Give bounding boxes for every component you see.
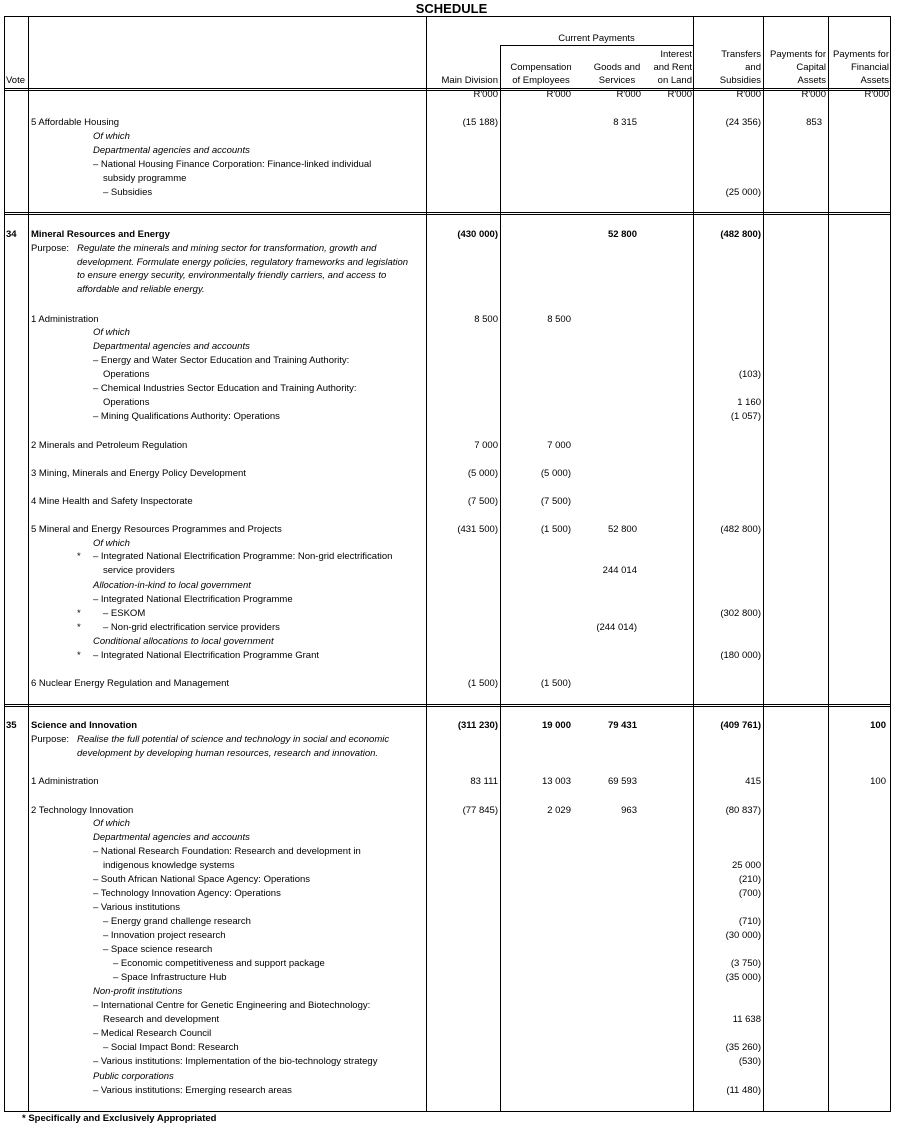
amount-cell: (15 188) (462, 117, 498, 128)
amount-cell: 52 800 (607, 524, 637, 535)
amount-cell: 83 111 (470, 776, 498, 787)
amount-cell: 79 431 (607, 720, 637, 731)
amount-cell: (210) (738, 874, 761, 885)
row-description: – Subsidies (103, 187, 153, 198)
header-transfers-3: Subsidies (719, 75, 761, 86)
table-border-bottom (4, 1111, 891, 1112)
table-border-right (890, 16, 891, 1112)
amount-cell: (1 500) (540, 524, 571, 535)
amount-cell: 8 500 (547, 314, 571, 325)
amount-cell: 100 (870, 720, 886, 731)
amount-cell: 8 500 (474, 314, 498, 325)
header-current-payments: Current Payments (558, 33, 635, 44)
col-divider (763, 16, 764, 1112)
row-description: – International Centre for Genetic Engineering and Biotechnology: (93, 1000, 371, 1011)
row-description: – Mining Qualifications Authority: Operations (93, 411, 280, 422)
amount-cell: (530) (738, 1056, 761, 1067)
appropriation-marker: * (77, 551, 81, 562)
amount-cell: (1 500) (467, 678, 498, 689)
appropriation-marker: * (77, 608, 81, 619)
amount-cell: 8 315 (613, 117, 637, 128)
amount-cell: (409 761) (720, 720, 761, 731)
row-description: Non-profit institutions (93, 986, 183, 997)
row-description: 6 Nuclear Energy Regulation and Management (31, 678, 230, 689)
row-description: indigenous knowledge systems (103, 860, 235, 871)
row-description: 5 Mineral and Energy Resources Programmes and Projects (31, 524, 282, 535)
row-description: – Non-grid electrification service providers (103, 622, 280, 633)
purpose-label: Purpose: (31, 734, 70, 745)
amount-cell: (103) (738, 369, 761, 380)
row-description: 4 Mine Health and Safety Inspectorate (31, 496, 193, 507)
amount-cell: 19 000 (541, 720, 571, 731)
row-description: – Energy grand challenge research (103, 916, 251, 927)
row-description: 1 Administration (31, 314, 99, 325)
header-subdivider (500, 45, 693, 46)
amount-cell: 2 029 (547, 805, 571, 816)
header-capital-1: Payments for (770, 49, 826, 60)
row-description: Departmental agencies and accounts (93, 341, 250, 352)
col-divider (426, 16, 427, 1112)
amount-cell: 853 (806, 117, 822, 128)
row-description: – Medical Research Council (93, 1028, 212, 1039)
section-rule (4, 704, 891, 705)
section-rule (4, 214, 891, 215)
amount-cell: (3 750) (730, 958, 761, 969)
table-border-top (4, 16, 891, 17)
row-description: – Social Impact Bond: Research (103, 1042, 239, 1053)
row-description: – National Housing Finance Corporation: Finance-linked individual (93, 159, 372, 170)
table-border-left (4, 16, 5, 1112)
amount-cell: (5 000) (467, 468, 498, 479)
unit-label: R'000 (546, 89, 571, 100)
row-description: Departmental agencies and accounts (93, 832, 250, 843)
amount-cell: (244 014) (596, 622, 637, 633)
amount-cell: (35 260) (725, 1042, 761, 1053)
amount-cell: (5 000) (540, 468, 571, 479)
header-vote: Vote (6, 75, 26, 86)
row-description: – Various institutions (93, 902, 180, 913)
amount-cell: (482 800) (720, 524, 761, 535)
amount-cell: 11 638 (732, 1014, 761, 1025)
row-description: Departmental agencies and accounts (93, 145, 250, 156)
amount-cell: (302 800) (720, 608, 761, 619)
col-divider (828, 16, 829, 1112)
row-description: Conditional allocations to local government (93, 636, 274, 647)
header-interest-3: on Land (657, 75, 692, 86)
amount-cell: (1 500) (540, 678, 571, 689)
row-description: Public corporations (93, 1071, 174, 1082)
amount-cell: (25 000) (725, 187, 761, 198)
amount-cell: (11 480) (726, 1085, 761, 1096)
unit-label: R'000 (736, 89, 761, 100)
header-capital-2: Capital (796, 62, 826, 73)
amount-cell: (7 500) (467, 496, 498, 507)
row-description: 5 Affordable Housing (31, 117, 120, 128)
row-description: – Integrated National Electrification Programme Grant (93, 650, 319, 661)
section-rule (4, 706, 891, 707)
row-description: 1 Administration (31, 776, 99, 787)
row-description: – National Research Foundation: Research and development in (93, 846, 361, 857)
row-description: Operations (103, 397, 150, 408)
row-description: 2 Minerals and Petroleum Regulation (31, 440, 188, 451)
header-compensation-1: Compensation (510, 62, 572, 73)
row-description: 3 Mining, Minerals and Energy Policy Development (31, 468, 246, 479)
page-title: SCHEDULE (415, 1, 488, 16)
header-goods-1: Goods and (593, 62, 641, 73)
row-description: development by developing human resources, research and innovation. (77, 748, 379, 759)
amount-cell: (430 000) (457, 229, 498, 240)
header-transfers-1: Transfers (721, 49, 761, 60)
col-divider (28, 16, 29, 1112)
row-description: Science and Innovation (31, 720, 138, 731)
amount-cell: 963 (621, 805, 637, 816)
vote-number: 35 (6, 720, 17, 731)
section-rule (4, 212, 891, 213)
unit-label: R'000 (801, 89, 826, 100)
header-financial-2: Financial (850, 62, 889, 73)
appropriation-marker: * (77, 650, 81, 661)
row-description: Of which (93, 327, 130, 338)
unit-label: R'000 (616, 89, 641, 100)
header-financial-1: Payments for (833, 49, 889, 60)
row-description: affordable and reliable energy. (77, 284, 205, 295)
row-description: Mineral Resources and Energy (31, 229, 170, 240)
appropriation-marker: * (77, 622, 81, 633)
amount-cell: (180 000) (720, 650, 761, 661)
amount-cell: 25 000 (731, 860, 761, 871)
amount-cell: 13 003 (541, 776, 571, 787)
header-compensation-2: of Employees (512, 75, 570, 86)
row-description: Of which (93, 131, 130, 142)
amount-cell: 52 800 (607, 229, 637, 240)
row-description: Allocation-in-kind to local government (93, 580, 251, 591)
unit-label: R'000 (667, 89, 692, 100)
row-description: – Economic competitiveness and support package (113, 958, 325, 969)
row-description: – Integrated National Electrification Programme: Non-grid electrification (93, 551, 393, 562)
amount-cell: (30 000) (725, 930, 761, 941)
header-interest-1: Interest (660, 49, 692, 60)
row-description: – Space Infrastructure Hub (113, 972, 227, 983)
row-description: – Various institutions: Emerging research areas (93, 1085, 292, 1096)
header-interest-2: and Rent (653, 62, 692, 73)
amount-cell: (482 800) (720, 229, 761, 240)
amount-cell: 415 (745, 776, 761, 787)
amount-cell: (431 500) (457, 524, 498, 535)
row-description: 2 Technology Innovation (31, 805, 134, 816)
row-description: – Innovation project research (103, 930, 226, 941)
row-description: Operations (103, 369, 150, 380)
row-description: – Chemical Industries Sector Education and Training Authority: (93, 383, 357, 394)
row-description: – ESKOM (103, 608, 146, 619)
unit-label: R'000 (473, 89, 498, 100)
row-description: development. Formulate energy policies, regulatory frameworks and legislation (77, 257, 409, 268)
row-description: – Various institutions: Implementation of the bio-technology strategy (93, 1056, 378, 1067)
row-description: Research and development (103, 1014, 220, 1025)
amount-cell: (35 000) (725, 972, 761, 983)
row-description: – South African National Space Agency: Operations (93, 874, 311, 885)
purpose-text: Regulate the minerals and mining sector for transformation, growth and (77, 243, 377, 254)
amount-cell: 7 000 (547, 440, 571, 451)
amount-cell: (77 845) (462, 805, 498, 816)
row-description: Of which (93, 818, 130, 829)
amount-cell: (700) (738, 888, 761, 899)
row-description: – Technology Innovation Agency: Operations (93, 888, 281, 899)
row-description: Of which (93, 538, 130, 549)
row-description: subsidy programme (103, 173, 187, 184)
unit-label: R'000 (864, 89, 889, 100)
footnote: * Specifically and Exclusively Appropriated (22, 1113, 217, 1124)
vote-number: 34 (6, 229, 17, 240)
header-transfers-2: and (745, 62, 761, 73)
amount-cell: (1 057) (730, 411, 761, 422)
row-description: – Space science research (103, 944, 213, 955)
col-divider (500, 45, 501, 1112)
amount-cell: (24 356) (725, 117, 761, 128)
header-main-division: Main Division (441, 75, 498, 86)
header-goods-2: Services (598, 75, 636, 86)
amount-cell: 69 593 (607, 776, 637, 787)
row-description: service providers (103, 565, 175, 576)
row-description: – Energy and Water Sector Education and Training Authority: (93, 355, 350, 366)
amount-cell: (710) (738, 916, 761, 927)
row-description: to ensure energy security, environmentally friendly carriers, and access to (77, 270, 387, 281)
amount-cell: 1 160 (737, 397, 761, 408)
header-financial-3: Assets (860, 75, 889, 86)
amount-cell: (311 230) (457, 720, 498, 731)
amount-cell: 7 000 (474, 440, 498, 451)
row-description: – Integrated National Electrification Programme (93, 594, 293, 605)
purpose-label: Purpose: (31, 243, 70, 254)
amount-cell: (80 837) (725, 805, 761, 816)
amount-cell: 244 014 (602, 565, 637, 576)
amount-cell: (7 500) (540, 496, 571, 507)
col-divider (693, 16, 694, 1112)
purpose-text: Realise the full potential of science and technology in social and economic (77, 734, 390, 745)
header-capital-3: Assets (797, 75, 826, 86)
amount-cell: 100 (870, 776, 886, 787)
